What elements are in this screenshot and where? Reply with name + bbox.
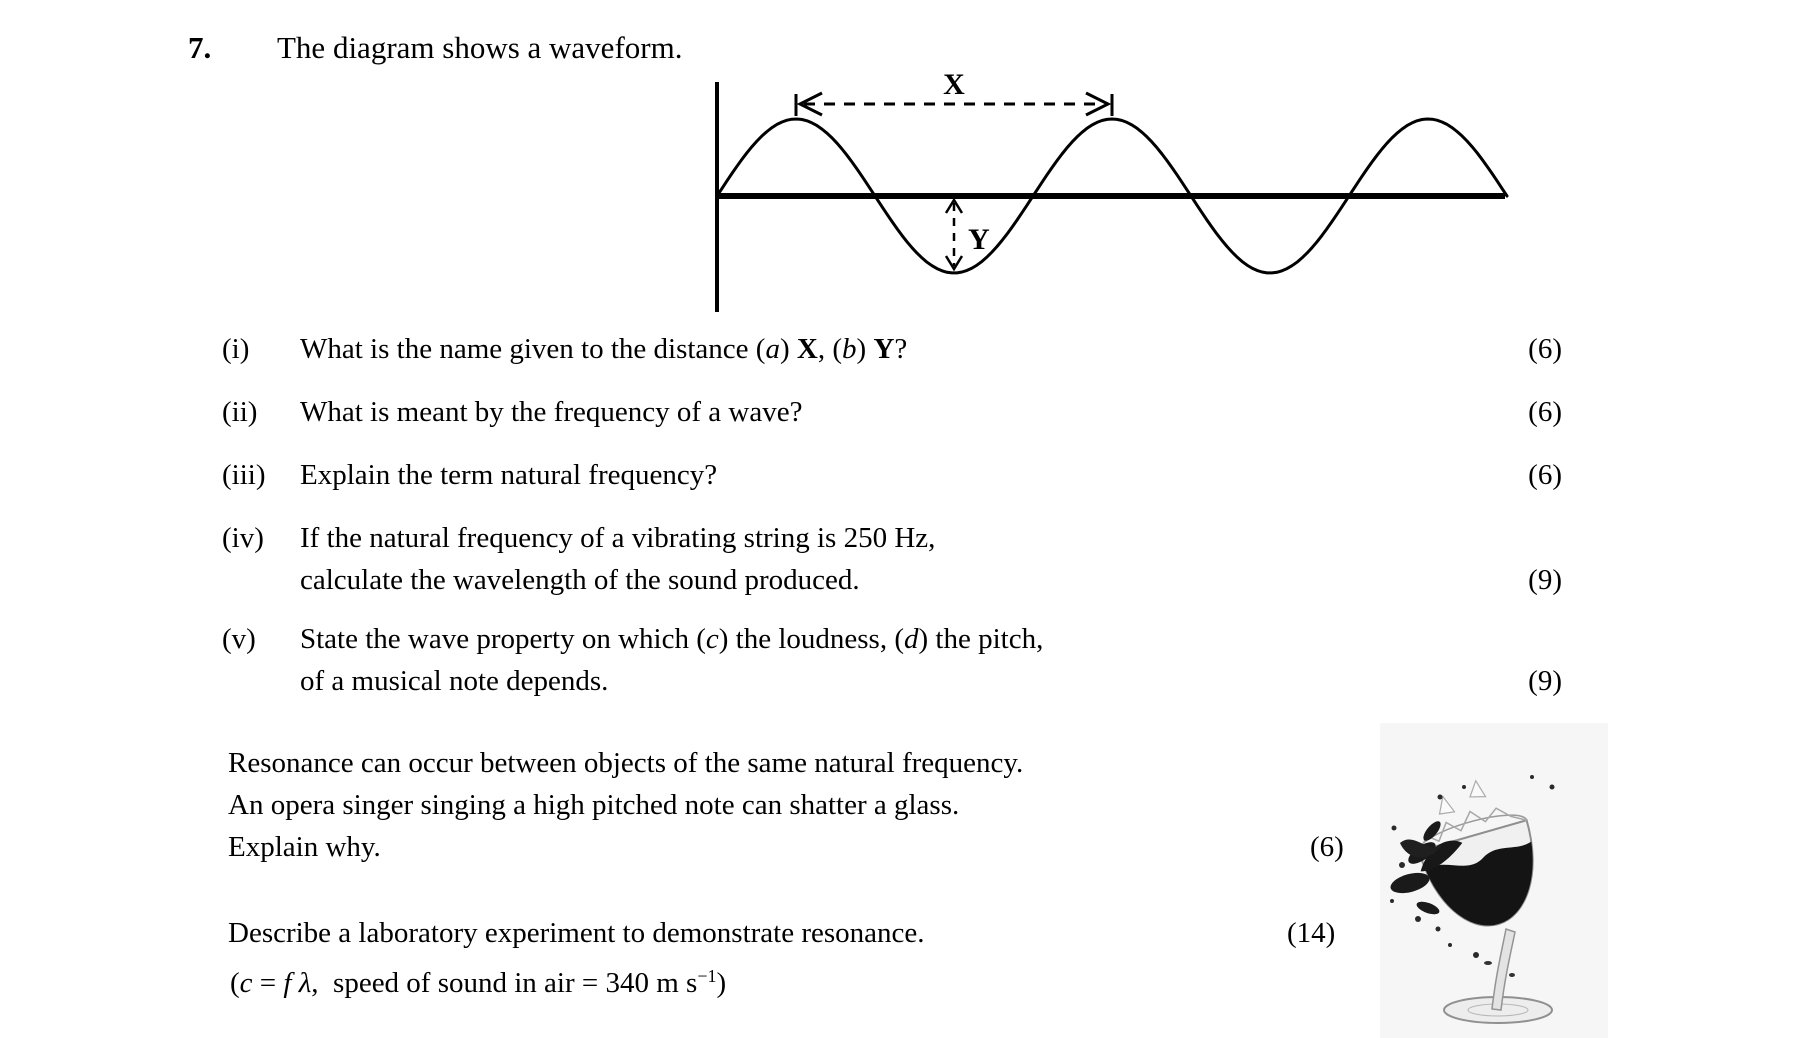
item-text: State the wave property on which (c) the loudness, (d) the pitch, of a musical note depends. xyxy=(300,623,1044,697)
paragraph-text: Describe a laboratory experiment to demonstrate resonance. xyxy=(228,917,925,949)
marks-badge: (6) xyxy=(1528,333,1562,365)
question-item-i xyxy=(222,328,1562,370)
formula-text: (c = f λ, speed of sound in air = 340 m $s^{-1}$) xyxy=(230,966,727,999)
item-number: (iii) xyxy=(222,459,266,491)
waveform-diagram xyxy=(700,58,1520,320)
item-text: What is the name given to the distance (a) X, (b) Y? xyxy=(300,333,908,365)
item-text: Explain the term natural frequency? xyxy=(300,459,718,491)
item-number: (i) xyxy=(222,333,250,365)
y-measure-arrow xyxy=(946,200,962,269)
item-number: (v) xyxy=(222,623,256,655)
question-number: 7. xyxy=(188,30,212,65)
marks-badge: (6) xyxy=(1528,396,1562,428)
item-text: What is meant by the frequency of a wave? xyxy=(300,396,803,428)
question-item-iii xyxy=(222,454,1562,496)
item-number: (ii) xyxy=(222,396,258,428)
describe-paragraph xyxy=(228,912,1388,954)
formula-line xyxy=(230,962,1390,1007)
paragraph-text: Resonance can occur between objects of the same natural frequency. An opera singer singing a high pitched note can shatter a glass. Explain why. xyxy=(228,747,1024,863)
resonance-paragraph xyxy=(228,742,1388,868)
marks-badge: (9) xyxy=(1528,564,1562,596)
marks-badge: (9) xyxy=(1528,665,1562,697)
marks-badge: (6) xyxy=(1528,459,1562,491)
question-item-v xyxy=(222,618,1562,702)
y-label: Y xyxy=(968,223,990,256)
question-item-iv xyxy=(222,517,1562,601)
item-number: (iv) xyxy=(222,522,264,554)
glass-photo xyxy=(1380,723,1608,1038)
question-title: The diagram shows a waveform. xyxy=(277,30,683,65)
marks-badge: (14) xyxy=(1287,917,1336,949)
question-item-ii xyxy=(222,391,1562,433)
marks-badge: (6) xyxy=(1310,831,1344,863)
x-label: X xyxy=(943,68,965,101)
item-text: If the natural frequency of a vibrating string is 250 Hz, calculate the wavelength of the sound produced. xyxy=(300,522,936,596)
